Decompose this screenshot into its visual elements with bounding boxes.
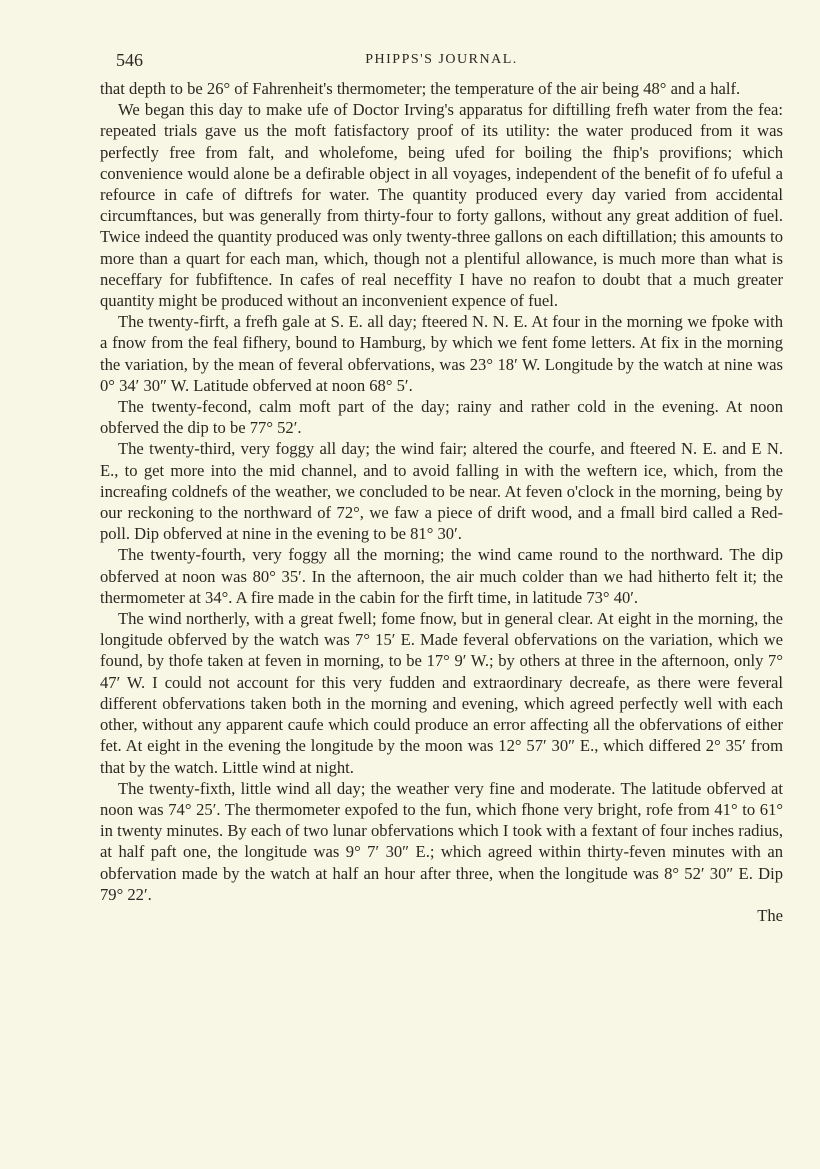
paragraph-twenty-second: The twenty-fecond, calm moft part of the day; rainy and rather cold in the evening. At noon obferved the dip to be 77° 52′. (100, 397, 783, 438)
paragraph-twenty-third: The twenty-third, very foggy all day; the wind fair; altered the courfe, and fteered N. E. and E N. E., to get more into the mid channel, and to avoid falling in with the weftern ice, which, from the increafing coldnefs of the weather, we concluded to be near. At feven o'clock in the morning, being by our reckoning to the northward of 72°, we faw a piece of drift wood, and a fmall bird called a Red-poll. Dip obferved at nine in the evening to be 81° 30′. (100, 439, 783, 544)
paragraph-continuation: that depth to be 26° of Fahrenheit's thermometer; the temperature of the air being 48° and a half. (100, 79, 741, 98)
catchword: The (757, 905, 783, 925)
paragraph-twenty-sixth: The twenty-fixth, little wind all day; the weather very fine and moderate. The latitude obferved at noon was 74° 25′. The thermometer expofed to the fun, which fhone very bright, rofe from 41° to 61° in twenty minutes. By each of two lunar obfervations which I took with a fextant of four inches radius, at half paft one, the longitude was 9° 7′ 30″ E.; which agreed within thirty-feven minutes with an obfervation made by the watch at half an hour after three, when the longitude was 8° 52′ 30″ E. Dip 79° 22′. (100, 778, 783, 904)
running-head (100, 50, 783, 78)
running-title: PHIPPS'S JOURNAL. (365, 52, 518, 67)
paragraph-distillation: We began this day to make ufe of Doctor Irving's apparatus for diftilling frefh water from the fea: repeated trials gave us the moft fatisfactory proof of its utility: the water produced from it was perfectly free from falt, and wholefome, being ufed for boiling the fhip's provifions; which convenience would alone be a defirable object in all voyages, independent of the benefit of fo ufeful a refource in cafe of diftrefs for water. The quantity produced every day varied from accidental circumftances, but was generally from thirty-four to forty gallons, without any great addition of fuel. Twice indeed the quantity produced was only twenty-three gallons on each diftillation; this amounts to more than a quart for each man, which, though not a plentiful allowance, is much more than what is neceffary for fubfiftence. In cafes of real neceffity I have no reafon to doubt that a much greater quantity might be produced without an inconvenient expence of fuel. (100, 100, 783, 311)
body-text (100, 78, 783, 905)
paragraph-twenty-fifth: The wind northerly, with a great fwell; fome fnow, but in general clear. At eight in the morning, the longitude obferved by the watch was 7° 15′ E. Made feveral obfervations on the variation, which we found, by thofe taken at feven in morning, to be 17° 9′ W.; by others at three in the afternoon, only 7° 47′ W. I could not account for this very fudden and extraordinary decreafe, as there were feveral different obfervations taken both in the morning and evening, which agreed perfectly well with each other, without any apparent caufe which could produce an error affecting all the obfervations of either fet. At eight in the evening the longitude by the moon was 12° 57′ 30″ E., which differed 2° 35′ from that by the watch. Little wind at night. (100, 609, 783, 777)
paragraph-twenty-fourth: The twenty-fourth, very foggy all the morning; the wind came round to the northward. The dip obferved at noon was 80° 35′. In the afternoon, the air much colder than we had hitherto felt it; the thermometer at 34°. A fire made in the cabin for the firft time, in latitude 73° 40′. (100, 545, 783, 607)
book-page (100, 50, 783, 926)
page-number: 546 (116, 50, 143, 70)
paragraph-twenty-first: The twenty-firft, a frefh gale at S. E. all day; fteered N. N. E. At four in the morning we fpoke with a fnow from the feal fifhery, bound to Hamburg, by which we fent fome letters. At fix in the morning the variation, by the mean of feveral obfervations, was 23° 18′ W. Longitude by the watch at nine was 0° 34′ 30″ W. Latitude obferved at noon 68° 5′. (100, 312, 783, 395)
